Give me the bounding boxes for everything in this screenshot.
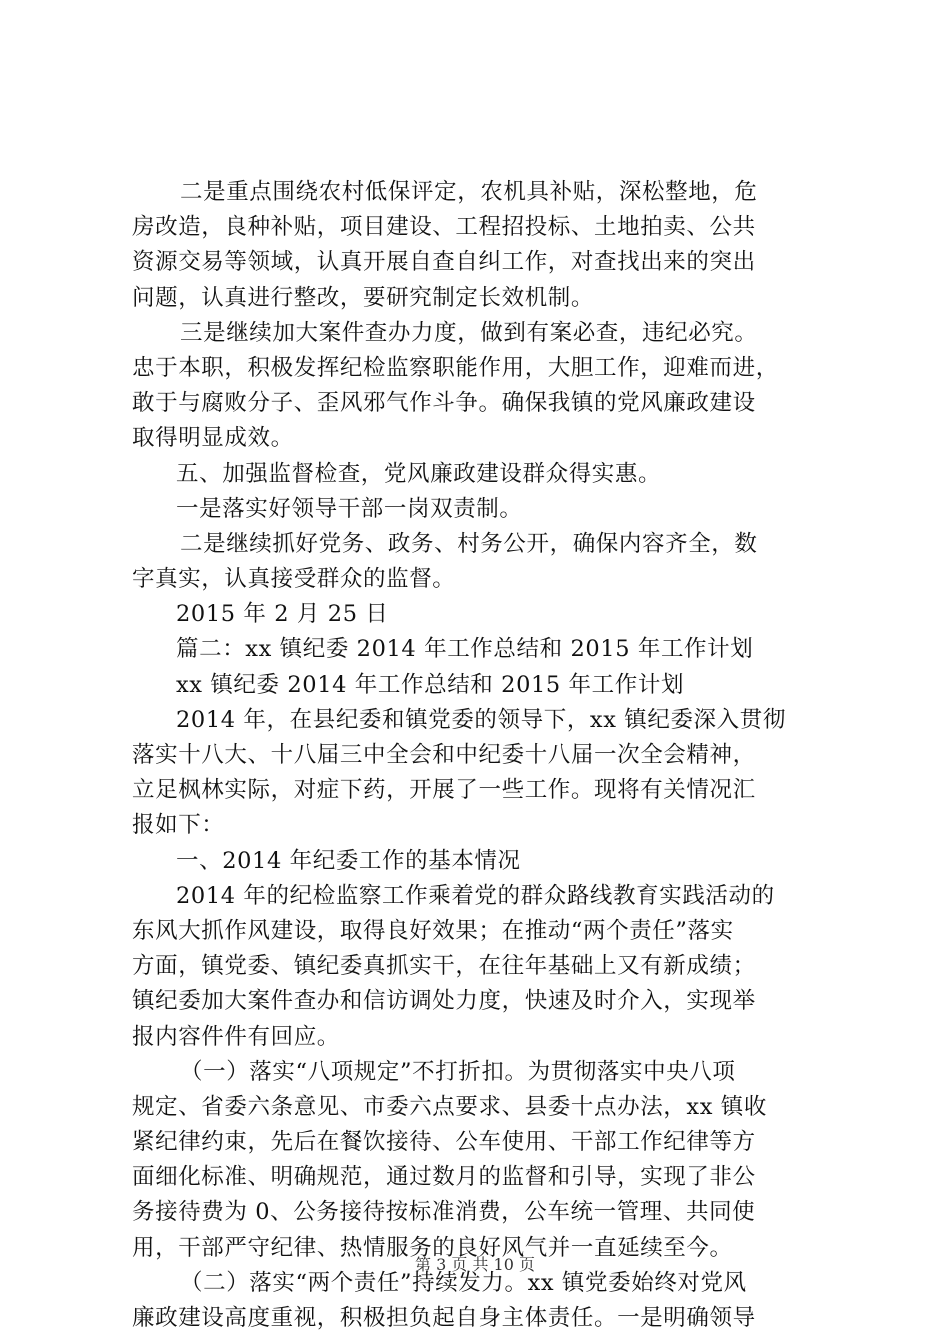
- text-line: 资源交易等领域，认真开展自查自纠工作，对查找出来的突出: [132, 249, 756, 276]
- document-title: xx 镇纪委 2014 年工作总结和 2015 年工作计划: [176, 671, 685, 698]
- text-line: 敢于与腐败分子、歪风邪气作斗争。确保我镇的党风廉政建设: [132, 390, 756, 417]
- subsection-line: （一）落实“八项规定”不打折扣。为贯彻落实中央八项: [180, 1058, 736, 1085]
- document-body: [132, 175, 832, 1336]
- text-line: 二是继续抓好党务、政务、村务公开，确保内容齐全，数: [180, 530, 758, 557]
- text-line: 东风大抓作风建设，取得良好效果；在推动“两个责任”落实: [132, 917, 734, 944]
- text-line: 紧纪律约束，先后在餐饮接待、公车使用、干部工作纪律等方: [132, 1129, 756, 1156]
- text-line: 廉政建设高度重视，积极担负起自身主体责任。一是明确领导: [132, 1305, 756, 1331]
- text-line: 立足枫林实际，对症下药，开展了一些工作。现将有关情况汇: [132, 777, 756, 804]
- text-line: 问题，认真进行整改，要研究制定长效机制。: [132, 284, 595, 311]
- section-heading: 五、加强监督检查，党风廉政建设群众得实惠。: [176, 460, 662, 487]
- text-line: 规定、省委六条意见、市委六点要求、县委十点办法，xx 镇收: [132, 1093, 767, 1120]
- text-line: 报如下：: [132, 812, 225, 839]
- text-line: 方面，镇党委、镇纪委真抓实干，在往年基础上又有新成绩；: [132, 953, 756, 980]
- text-line: 房改造，良种补贴，项目建设、工程招投标、土地拍卖、公共: [132, 214, 756, 241]
- text-line: 务接待费为 0、公务接待按标准消费，公车统一管理、共同使: [132, 1199, 756, 1226]
- text-line: 字真实，认真接受群众的监督。: [132, 566, 456, 593]
- text-line: 忠于本职，积极发挥纪检监察职能作用，大胆工作，迎难而进，: [132, 354, 779, 381]
- text-line: 一是落实好领导干部一岗双责制。: [176, 495, 523, 522]
- text-line: 面细化标准、明确规范，通过数月的监督和引导，实现了非公: [132, 1164, 756, 1191]
- text-line: 落实十八大、十八届三中全会和中纪委十八届一次全会精神，: [132, 742, 756, 768]
- text-line: 三是继续加大案件查办力度，做到有案必查，违纪必究。: [180, 319, 758, 346]
- page-number-footer: 第 3 页 共 10 页: [415, 1255, 535, 1274]
- text-line: 取得明显成效。: [132, 425, 294, 452]
- text-line: 二是重点围绕农村低保评定，农机具补贴，深松整地，危: [180, 179, 758, 205]
- text-line: 2014 年，在县纪委和镇党委的领导下，xx 镇纪委深入贯彻: [176, 706, 786, 733]
- text-line: 镇纪委加大案件查办和信访调处力度，快速及时介入，实现举: [132, 988, 756, 1015]
- subsection-line: （二）落实“两个责任”持续发力。xx 镇党委始终对党风: [180, 1269, 747, 1296]
- text-line: 用，干部严守纪律、热情服务的良好风气并一直延续至今。: [132, 1234, 733, 1261]
- section-heading: 一、2014 年纪委工作的基本情况: [176, 847, 521, 874]
- chapter-heading: 篇二：xx 镇纪委 2014 年工作总结和 2015 年工作计划: [176, 636, 754, 663]
- date-line: 2015 年 2 月 25 日: [176, 601, 389, 628]
- text-line: 报内容件件有回应。: [132, 1023, 340, 1050]
- text-line: 2014 年的纪检监察工作乘着党的群众路线教育实践活动的: [176, 882, 775, 909]
